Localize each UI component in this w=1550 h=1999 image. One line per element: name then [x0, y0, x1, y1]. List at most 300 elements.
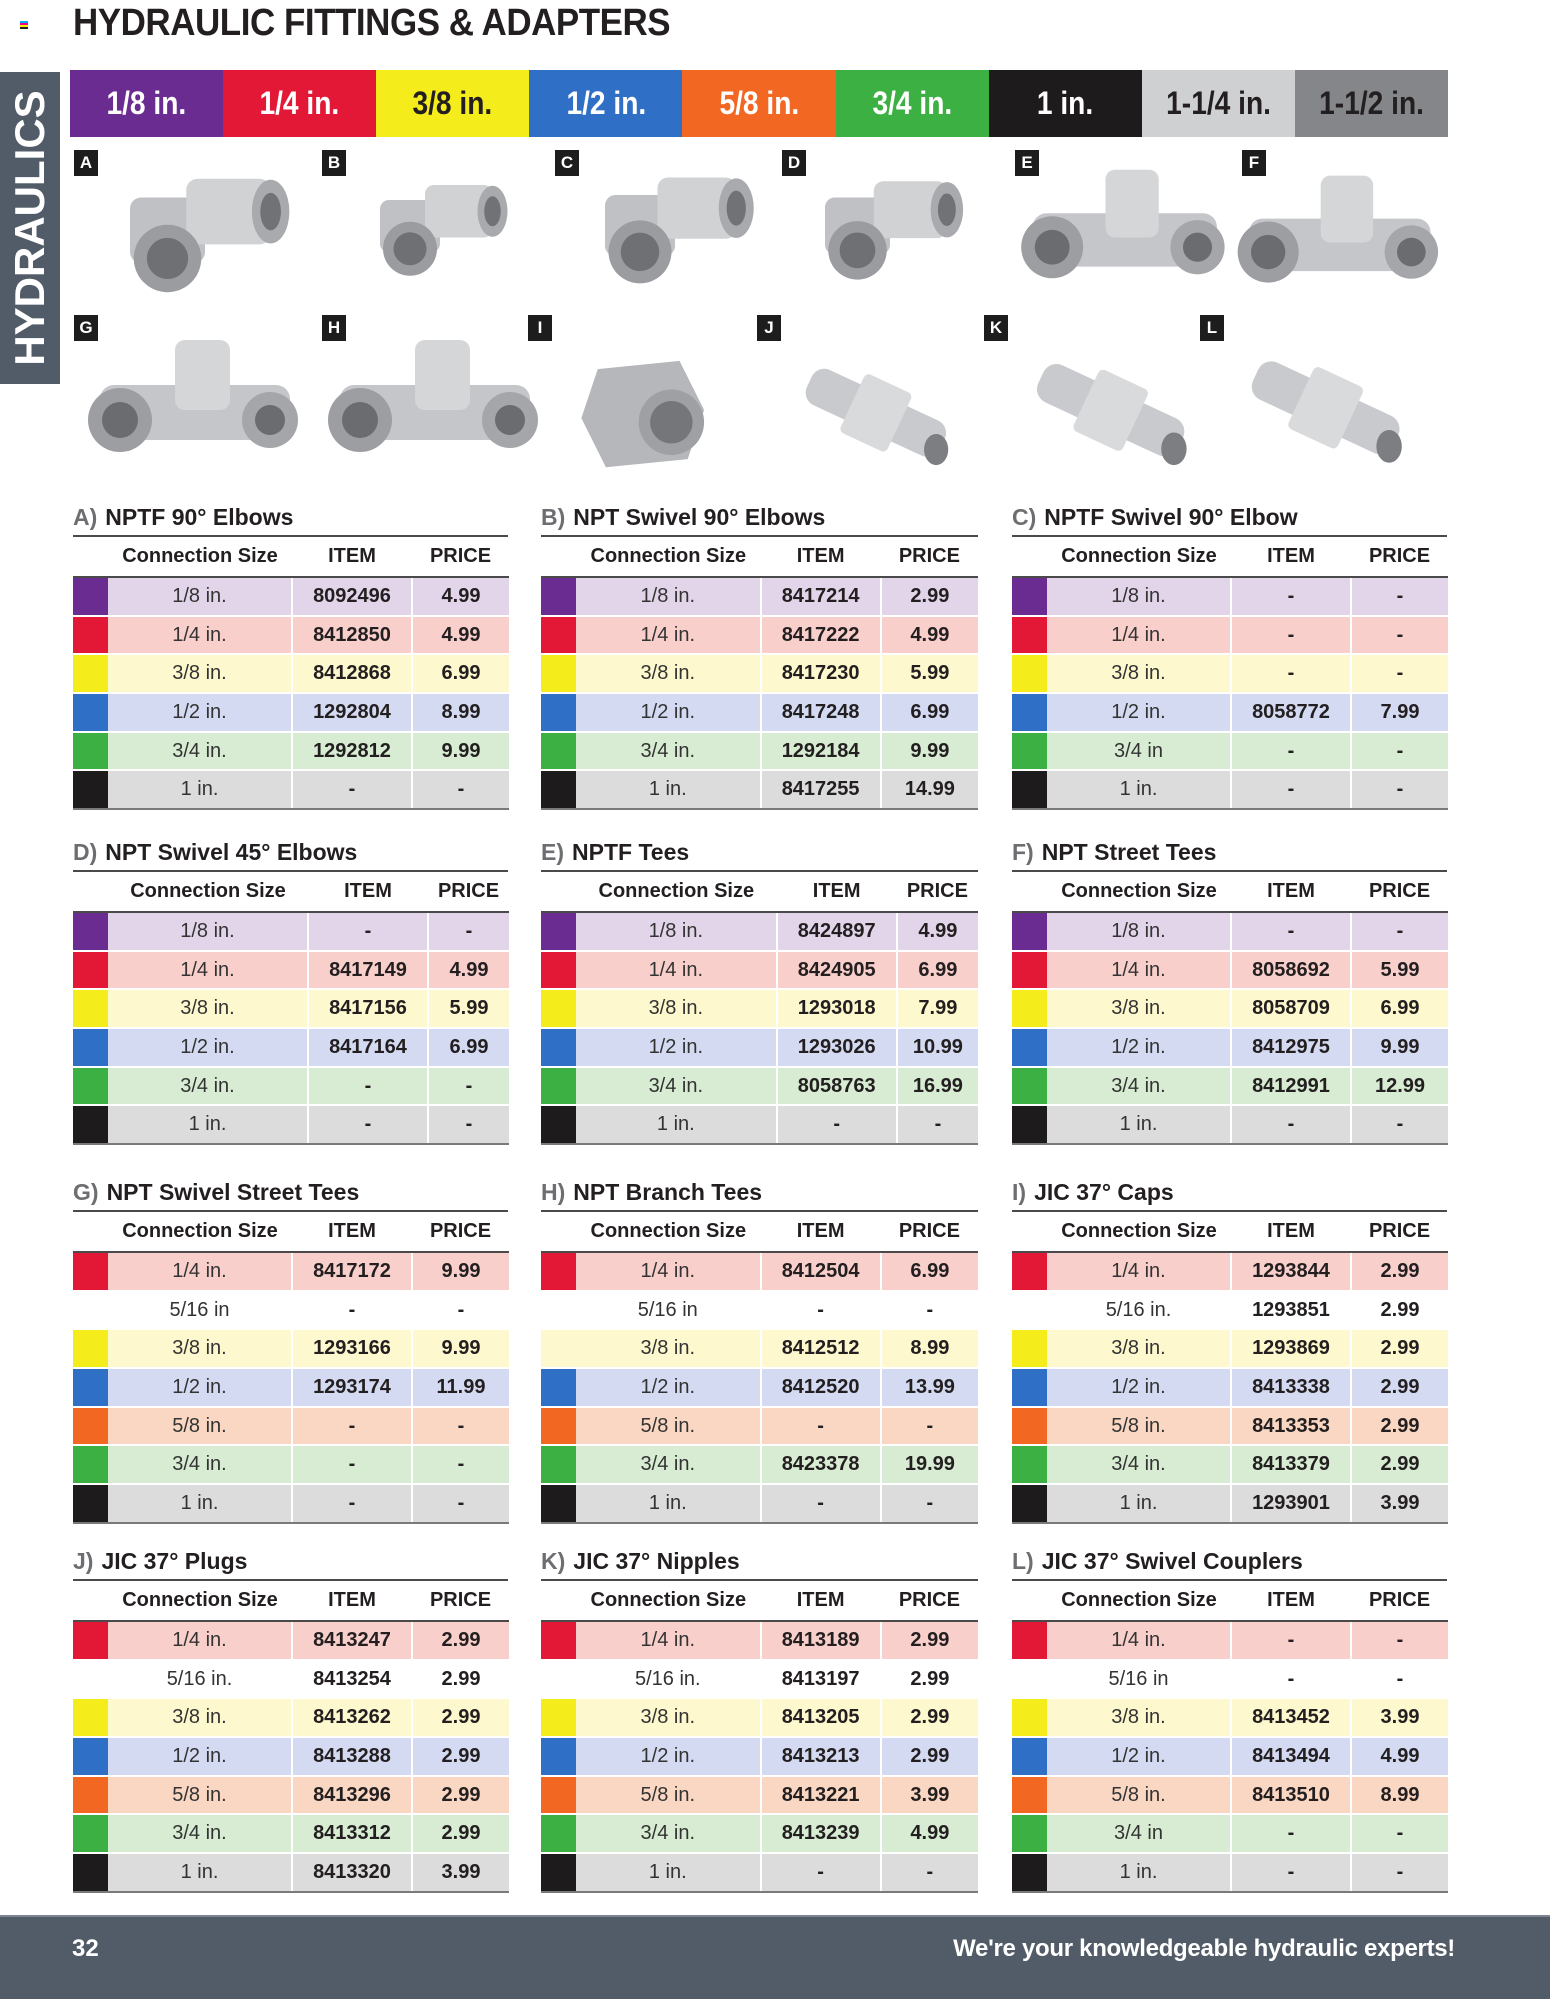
photo-letter-badge: F: [1242, 150, 1266, 176]
column-header-price: PRICE: [897, 872, 978, 912]
table-row: [541, 1445, 978, 1484]
item-number-cell: 8423378: [761, 1445, 881, 1484]
connection-size-cell: 5/8 in.: [576, 1776, 760, 1815]
table-row: [1012, 1445, 1448, 1484]
price-cell: 4.99: [881, 1814, 978, 1853]
column-header-size: Connection Size: [108, 872, 308, 912]
table-row: [1012, 616, 1448, 655]
item-number-cell: 1293174: [292, 1368, 412, 1407]
size-color-swatch: [541, 989, 576, 1028]
table-row: [73, 1445, 509, 1484]
price-cell: 5.99: [428, 989, 509, 1028]
connection-size-cell: 1/4 in.: [108, 616, 292, 655]
size-color-swatch: [541, 1291, 576, 1330]
price-cell: 3.99: [412, 1853, 509, 1892]
item-number-cell: -: [761, 1484, 881, 1523]
connection-size-cell: 1/4 in.: [1047, 1621, 1231, 1660]
item-number-cell: 8413262: [292, 1698, 412, 1737]
item-number-cell: -: [777, 1105, 897, 1144]
connection-size-cell: 5/8 in.: [108, 1776, 292, 1815]
column-header-price: PRICE: [412, 537, 509, 577]
fitting-photo: [1230, 165, 1440, 320]
column-header-price: PRICE: [1351, 537, 1448, 577]
product-section: [73, 503, 508, 810]
connection-size-cell: 1 in.: [1047, 1105, 1231, 1144]
size-legend-label: 1/4 in.: [259, 85, 340, 121]
table-row: [73, 616, 509, 655]
item-number-cell: 8413338: [1231, 1368, 1351, 1407]
table-row: [1012, 912, 1448, 951]
size-color-legend: [70, 70, 1448, 137]
size-color-swatch: [1012, 1853, 1047, 1892]
connection-size-cell: 3/4 in.: [108, 1814, 292, 1853]
item-number-cell: 1292184: [761, 732, 881, 771]
table-row: [1012, 654, 1448, 693]
size-color-swatch: [73, 1252, 108, 1291]
price-cell: 6.99: [428, 1028, 509, 1067]
size-color-swatch: [541, 1028, 576, 1067]
item-number-cell: 8413221: [761, 1776, 881, 1815]
column-header-price: PRICE: [428, 872, 509, 912]
section-letter: D): [73, 839, 98, 865]
price-cell: -: [412, 1445, 509, 1484]
section-title: [541, 1178, 978, 1208]
size-legend-label: 1 in.: [1037, 85, 1094, 121]
size-color-swatch: [1012, 1737, 1047, 1776]
connection-size-cell: 1 in.: [576, 1105, 776, 1144]
connection-size-cell: 5/16 in.: [576, 1660, 760, 1699]
price-cell: 9.99: [412, 1252, 509, 1291]
size-color-swatch: [541, 1621, 576, 1660]
table-row: [1012, 1067, 1448, 1106]
column-header-item: ITEM: [761, 1212, 881, 1252]
fitting-photo: [1230, 335, 1430, 485]
connection-size-cell: 5/16 in: [108, 1291, 292, 1330]
connection-size-cell: 1/4 in.: [1047, 616, 1231, 655]
item-number-cell: 8412991: [1231, 1067, 1351, 1106]
item-number-cell: -: [308, 1067, 428, 1106]
table-row: [1012, 1814, 1448, 1853]
table-row: [541, 1853, 978, 1892]
size-color-swatch: [1012, 1028, 1047, 1067]
size-color-swatch: [73, 1737, 108, 1776]
item-number-cell: 8413510: [1231, 1776, 1351, 1815]
size-color-swatch: [73, 989, 108, 1028]
table-row: [541, 654, 978, 693]
section-title-text: JIC 37° Swivel Couplers: [1041, 1548, 1303, 1574]
price-cell: 2.99: [881, 1737, 978, 1776]
product-section: [541, 838, 978, 1145]
price-cell: 9.99: [881, 732, 978, 771]
item-number-cell: 1293166: [292, 1329, 412, 1368]
table-row: [1012, 1737, 1448, 1776]
section-title: [73, 1547, 508, 1577]
table-row: [73, 1407, 509, 1446]
section-title-text: NPT Branch Tees: [573, 1179, 763, 1205]
item-number-cell: 1292812: [292, 732, 412, 771]
size-color-swatch: [541, 693, 576, 732]
column-header-size: Connection Size: [576, 872, 776, 912]
item-number-cell: 8412504: [761, 1252, 881, 1291]
item-number-cell: 8417164: [308, 1028, 428, 1067]
size-color-swatch: [1012, 1698, 1047, 1737]
table-row: [541, 693, 978, 732]
connection-size-cell: 3/8 in.: [108, 1329, 292, 1368]
price-cell: 2.99: [881, 1621, 978, 1660]
item-number-cell: -: [1231, 732, 1351, 771]
item-number-cell: -: [1231, 1853, 1351, 1892]
size-color-swatch: [541, 1368, 576, 1407]
size-color-swatch: [73, 1445, 108, 1484]
product-section: [73, 1547, 508, 1893]
price-cell: 4.99: [881, 616, 978, 655]
size-color-swatch: [1012, 1368, 1047, 1407]
size-legend-label: 5/8 in.: [719, 85, 799, 121]
section-title-text: NPTF 90° Elbows: [105, 504, 294, 530]
photo-letter-badge: K: [984, 315, 1008, 341]
connection-size-cell: 1 in.: [576, 1853, 760, 1892]
price-cell: -: [881, 1291, 978, 1330]
size-color-swatch: [541, 654, 576, 693]
size-legend-item: [223, 70, 376, 137]
table-row: [541, 1067, 978, 1106]
connection-size-cell: 3/4 in.: [1047, 1067, 1231, 1106]
size-color-swatch: [1012, 1329, 1047, 1368]
size-legend-label: 1/2 in.: [565, 85, 646, 121]
connection-size-cell: 3/8 in.: [1047, 989, 1231, 1028]
section-tab-hydraulics: [0, 72, 60, 384]
price-table: [541, 1212, 978, 1524]
table-row: [1012, 1660, 1448, 1699]
table-row: [1012, 1776, 1448, 1815]
product-section: [1012, 1178, 1447, 1524]
table-row: [73, 912, 509, 951]
section-title: [73, 503, 508, 533]
fitting-photo: [95, 160, 315, 310]
size-color-swatch: [73, 1660, 108, 1699]
connection-size-cell: 3/4 in.: [576, 1814, 760, 1853]
size-color-swatch: [541, 1407, 576, 1446]
price-cell: 2.99: [1351, 1291, 1448, 1330]
table-row: [73, 951, 509, 990]
connection-size-cell: 5/16 in.: [1047, 1291, 1231, 1330]
table-row: [541, 770, 978, 809]
item-number-cell: 8092496: [292, 577, 412, 616]
price-cell: -: [1351, 654, 1448, 693]
price-cell: 2.99: [412, 1776, 509, 1815]
size-color-swatch: [1012, 732, 1047, 771]
swatch-header: [541, 537, 576, 577]
swatch-header: [73, 1581, 108, 1621]
product-section: [1012, 503, 1447, 810]
size-legend-item: [529, 70, 682, 137]
fitting-photo: [75, 330, 305, 490]
table-row: [73, 1814, 509, 1853]
table-row: [541, 1621, 978, 1660]
size-color-swatch: [73, 1621, 108, 1660]
size-color-swatch: [541, 1698, 576, 1737]
connection-size-cell: 5/8 in.: [576, 1407, 760, 1446]
size-legend-item: [989, 70, 1142, 137]
price-cell: 4.99: [897, 912, 978, 951]
table-row: [73, 1291, 509, 1330]
swatch-header: [541, 1212, 576, 1252]
connection-size-cell: 1/4 in.: [108, 1252, 292, 1291]
fitting-photo: [785, 165, 995, 295]
connection-size-cell: 1/4 in.: [576, 1252, 760, 1291]
connection-size-cell: 1/4 in.: [108, 1621, 292, 1660]
photo-letter-badge: H: [322, 315, 346, 341]
size-color-swatch: [541, 1484, 576, 1523]
item-number-cell: 8424905: [777, 951, 897, 990]
connection-size-cell: 5/16 in.: [108, 1660, 292, 1699]
table-row: [73, 1028, 509, 1067]
table-row: [541, 1737, 978, 1776]
connection-size-cell: 1/2 in.: [108, 1737, 292, 1776]
column-header-price: PRICE: [881, 1212, 978, 1252]
connection-size-cell: 1/8 in.: [1047, 912, 1231, 951]
price-cell: -: [881, 1407, 978, 1446]
size-color-swatch: [1012, 577, 1047, 616]
size-legend-item: [1295, 70, 1448, 137]
price-table: [73, 1212, 509, 1524]
price-cell: -: [1351, 616, 1448, 655]
price-cell: 4.99: [412, 577, 509, 616]
price-cell: 2.99: [881, 1660, 978, 1699]
table-row: [541, 1484, 978, 1523]
price-cell: -: [1351, 577, 1448, 616]
item-number-cell: 1293018: [777, 989, 897, 1028]
table-row: [73, 1698, 509, 1737]
size-color-swatch: [541, 770, 576, 809]
section-letter: G): [73, 1179, 99, 1205]
table-row: [1012, 770, 1448, 809]
product-section: [541, 503, 978, 810]
price-cell: 5.99: [881, 654, 978, 693]
item-number-cell: -: [1231, 654, 1351, 693]
column-header-item: ITEM: [1231, 1212, 1351, 1252]
size-color-swatch: [73, 1368, 108, 1407]
price-cell: -: [1351, 912, 1448, 951]
price-cell: -: [428, 912, 509, 951]
price-cell: 2.99: [412, 1660, 509, 1699]
section-title-text: NPT Street Tees: [1041, 839, 1217, 865]
connection-size-cell: 1/2 in.: [1047, 1368, 1231, 1407]
price-cell: 11.99: [412, 1368, 509, 1407]
connection-size-cell: 1/2 in.: [576, 1737, 760, 1776]
section-title: [541, 503, 978, 533]
item-number-cell: 8412512: [761, 1329, 881, 1368]
section-title-text: JIC 37° Caps: [1034, 1179, 1174, 1205]
size-color-swatch: [73, 732, 108, 771]
item-number-cell: 8413247: [292, 1621, 412, 1660]
item-number-cell: 8417172: [292, 1252, 412, 1291]
item-number-cell: -: [1231, 1660, 1351, 1699]
connection-size-cell: 3/8 in.: [576, 989, 776, 1028]
table-row: [1012, 1621, 1448, 1660]
item-number-cell: 8413312: [292, 1814, 412, 1853]
item-number-cell: 8424897: [777, 912, 897, 951]
price-cell: 8.99: [881, 1329, 978, 1368]
connection-size-cell: 1 in.: [108, 1105, 308, 1144]
footer-tagline: We're your knowledgeable hydraulic experts!: [953, 1935, 1455, 1962]
table-row: [73, 989, 509, 1028]
connection-size-cell: 1/4 in.: [1047, 951, 1231, 990]
price-cell: 4.99: [428, 951, 509, 990]
table-row: [73, 732, 509, 771]
price-cell: -: [1351, 1621, 1448, 1660]
table-row: [541, 1368, 978, 1407]
item-number-cell: -: [292, 1291, 412, 1330]
column-header-item: ITEM: [777, 872, 897, 912]
size-color-swatch: [73, 1776, 108, 1815]
size-color-swatch: [541, 1067, 576, 1106]
size-color-swatch: [541, 577, 576, 616]
price-cell: -: [1351, 732, 1448, 771]
size-color-swatch: [73, 654, 108, 693]
item-number-cell: 8413239: [761, 1814, 881, 1853]
price-table: [541, 872, 978, 1145]
price-cell: 2.99: [412, 1621, 509, 1660]
size-color-swatch: [1012, 1484, 1047, 1523]
size-color-swatch: [541, 732, 576, 771]
price-cell: 10.99: [897, 1028, 978, 1067]
connection-size-cell: 3/4 in: [1047, 732, 1231, 771]
connection-size-cell: 1/8 in.: [1047, 577, 1231, 616]
size-color-swatch: [73, 577, 108, 616]
photo-letter-badge: C: [555, 150, 579, 176]
table-row: [73, 577, 509, 616]
photo-letter-badge: G: [74, 315, 98, 341]
connection-size-cell: 1/4 in.: [1047, 1252, 1231, 1291]
table-row: [73, 770, 509, 809]
section-tab-label: HYDRAULICS: [6, 90, 53, 366]
item-number-cell: -: [1231, 1621, 1351, 1660]
price-cell: -: [412, 1484, 509, 1523]
table-row: [541, 1660, 978, 1699]
price-cell: 2.99: [1351, 1329, 1448, 1368]
section-letter: F): [1012, 839, 1034, 865]
size-color-swatch: [1012, 912, 1047, 951]
item-number-cell: 1293869: [1231, 1329, 1351, 1368]
section-letter: H): [541, 1179, 566, 1205]
swatch-header: [541, 1581, 576, 1621]
section-title: [541, 1547, 978, 1577]
item-number-cell: 8058772: [1231, 693, 1351, 732]
connection-size-cell: 3/4 in.: [576, 1067, 776, 1106]
size-color-swatch: [1012, 1252, 1047, 1291]
table-row: [541, 1291, 978, 1330]
connection-size-cell: 1/8 in.: [576, 577, 760, 616]
size-color-swatch: [1012, 1105, 1047, 1144]
column-header-size: Connection Size: [576, 537, 760, 577]
item-number-cell: 8413205: [761, 1698, 881, 1737]
item-number-cell: 8417214: [761, 577, 881, 616]
connection-size-cell: 1/8 in.: [108, 577, 292, 616]
size-color-swatch: [73, 1484, 108, 1523]
item-number-cell: 8417255: [761, 770, 881, 809]
column-header-size: Connection Size: [108, 1581, 292, 1621]
size-color-swatch: [541, 1660, 576, 1699]
connection-size-cell: 1/4 in.: [576, 951, 776, 990]
section-title: [73, 1178, 508, 1208]
size-color-swatch: [541, 1445, 576, 1484]
section-title-text: NPT Swivel 90° Elbows: [573, 504, 826, 530]
column-header-size: Connection Size: [1047, 537, 1231, 577]
product-section: [541, 1547, 978, 1893]
table-row: [1012, 1484, 1448, 1523]
table-row: [1012, 1105, 1448, 1144]
price-cell: -: [1351, 1853, 1448, 1892]
item-number-cell: 1292804: [292, 693, 412, 732]
swatch-header: [541, 872, 576, 912]
item-number-cell: -: [761, 1407, 881, 1446]
price-cell: 6.99: [1351, 989, 1448, 1028]
connection-size-cell: 3/8 in.: [576, 1329, 760, 1368]
price-cell: 19.99: [881, 1445, 978, 1484]
item-number-cell: 1293901: [1231, 1484, 1351, 1523]
item-number-cell: 1293026: [777, 1028, 897, 1067]
column-header-item: ITEM: [292, 1581, 412, 1621]
table-row: [73, 1484, 509, 1523]
table-row: [73, 1737, 509, 1776]
item-number-cell: 8413213: [761, 1737, 881, 1776]
product-photo-grid: [70, 140, 1450, 490]
price-cell: 6.99: [412, 654, 509, 693]
size-color-swatch: [1012, 1291, 1047, 1330]
price-cell: 2.99: [1351, 1445, 1448, 1484]
connection-size-cell: 3/8 in.: [576, 654, 760, 693]
swatch-header: [1012, 537, 1047, 577]
size-color-swatch: [541, 1814, 576, 1853]
column-header-item: ITEM: [308, 872, 428, 912]
price-cell: 16.99: [897, 1067, 978, 1106]
section-letter: J): [73, 1548, 94, 1574]
price-cell: -: [1351, 770, 1448, 809]
photo-letter-badge: I: [528, 315, 552, 341]
price-cell: -: [428, 1067, 509, 1106]
item-number-cell: 8417149: [308, 951, 428, 990]
price-cell: -: [412, 1291, 509, 1330]
connection-size-cell: 1 in.: [108, 1853, 292, 1892]
table-row: [1012, 1028, 1448, 1067]
price-cell: 8.99: [412, 693, 509, 732]
size-color-swatch: [73, 912, 108, 951]
price-cell: 6.99: [897, 951, 978, 990]
item-number-cell: 8413189: [761, 1621, 881, 1660]
section-letter: L): [1012, 1548, 1034, 1574]
price-table: [1012, 1581, 1448, 1893]
price-cell: 5.99: [1351, 951, 1448, 990]
size-color-swatch: [73, 770, 108, 809]
table-row: [541, 616, 978, 655]
section-letter: E): [541, 839, 564, 865]
size-color-swatch: [541, 616, 576, 655]
size-color-swatch: [1012, 693, 1047, 732]
item-number-cell: 1293844: [1231, 1252, 1351, 1291]
price-cell: 8.99: [1351, 1776, 1448, 1815]
section-letter: I): [1012, 1179, 1027, 1205]
section-title-text: NPT Swivel Street Tees: [106, 1179, 360, 1205]
connection-size-cell: 1/2 in.: [576, 1028, 776, 1067]
price-table: [1012, 1212, 1448, 1524]
price-cell: 12.99: [1351, 1067, 1448, 1106]
size-color-swatch: [73, 1028, 108, 1067]
connection-size-cell: 5/8 in.: [1047, 1407, 1231, 1446]
section-letter: B): [541, 504, 566, 530]
size-color-swatch: [73, 1067, 108, 1106]
size-color-swatch: [73, 1407, 108, 1446]
